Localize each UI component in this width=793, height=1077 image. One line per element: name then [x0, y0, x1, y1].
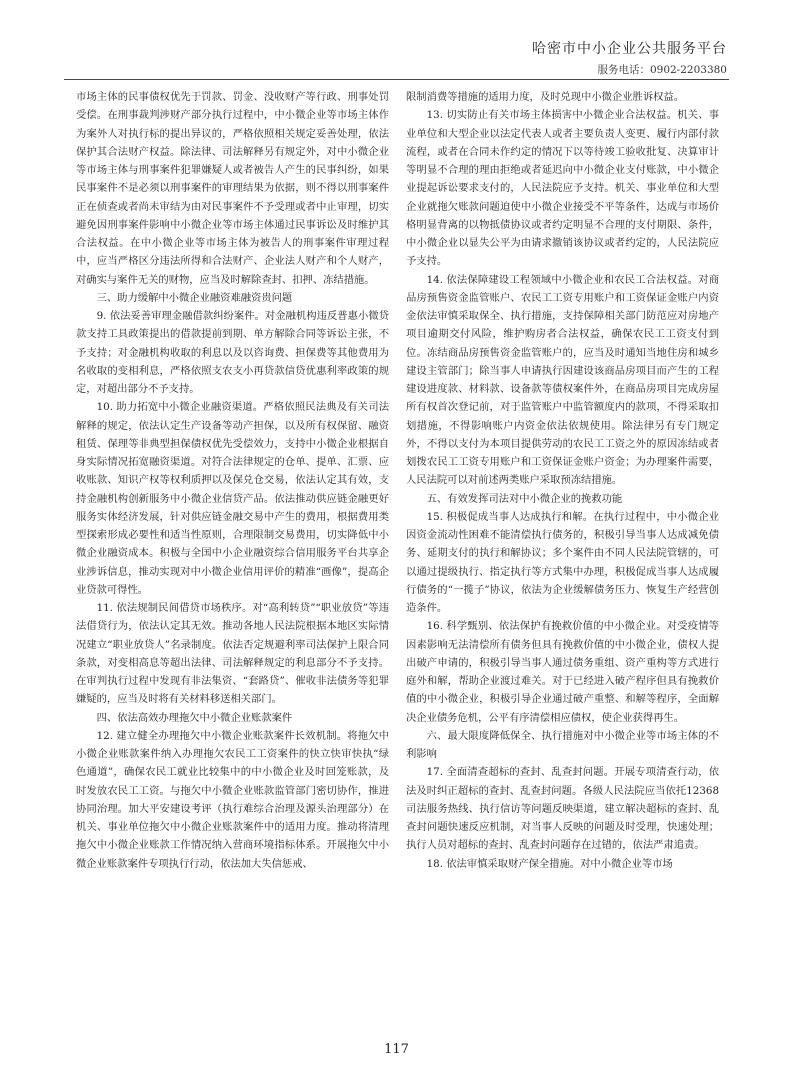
paragraph: 市场主体的民事债权优先于罚款、罚金、没收财产等行政、刑事处罚受偿。在刑事裁判涉财产部分执行过程中，中小微企业等市场主体作为案外人对执行标的提出异议的，严格依照相关规定妥善处理，依法保护其合法财产权益。除法律、司法解释另有规定外，对中小微企业等市场主体与刑事案件犯罪嫌疑人或者被告人产生的民事纠纷，如果民事案件不是必须以刑事案件的审理结果为依据，则不得以刑事案件正在侦查或者尚未审结为由对民事案件不予受理或者中止审理，切实避免因刑事案件影响中小微企业等市场主体通过民事诉讼及时维护其合法权益。在中小微企业等市场主体为被告人的刑事案件审理过程中，应当严格区分违法所得和合法财产、企业法人财产和个人财产，对确实与案件无关的财物，应当及时解除查封、扣押、冻结措施。 [76, 91, 389, 286]
paragraph: 14. 依法保障建设工程领域中小微企业和农民工合法权益。对商品房预售资金监管账户、农民工工资专用账户和工资保证金账户内资金依法审慎采取保全、执行措施，支持保障相关部门防范应对房地产项目逾期交付风险，维护购房者合法权益，确保农民工工资支付到位。冻结商品房预售资金监管账户的，应当及时通知当地住房和城乡建设主管部门；除当事人申请执行因建设该商品房项目而产生的工程建设进度款、材料款、设备款等债权案件外，在商品房项目完成房屋所有权首次登记前，对于监管账户中监管额度内的款项，不得采取扣划措施，不得影响账户内资金依法依规使用。除法律另有专门规定外，不得以支付为本项目提供劳动的农民工工资之外的原因冻结或者划拨农民工工资专用账户和工资保证金账户资金；为办理案件需要，人民法院可以对前述两类账户采取预冻结措施。 [406, 273, 719, 487]
section-heading: 五、有效发挥司法对中小微企业的挽救功能 [426, 492, 623, 505]
service-phone: 服务电话：0902-2203380 [597, 64, 727, 76]
section-heading: 六、最大限度降低保全、执行措施对中小微企业等市场主体的不利影响 [406, 729, 719, 760]
paragraph: 12. 建立健全办理拖欠中小微企业账款案件长效机制。将拖欠中小微企业账款案件纳入办理拖欠农民工工资案件的快立快审快执“绿色通道”，确保农民工就业比较集中的中小微企业及时回笼账款，及时发放农民工工资。与拖欠中小微企业账款监管部门密切协作，推进协同治理。加大平安建设考评（执行难综合治理及源头治理部分）在机关、事业单位拖欠中小微企业账款案件中的适用力度。推动将清理拖欠中小微企业账款工作情况纳入营商环境指标体系。开展拖欠中小微企业账款案件专项执行行动，依法加大失信惩戒、 [76, 729, 389, 870]
section-heading: 四、依法高效办理拖欠中小微企业账款案件 [96, 711, 293, 724]
right-text-column [406, 88, 719, 1034]
paragraph: 15. 积极促成当事人达成执行和解。在执行过程中，中小微企业因资金流动性困难不能清偿执行债务的，积极引导当事人达成减免债务、延期支付的执行和解协议；多个案件由不同人民法院管辖的，可以通过提级执行、指定执行等方式集中办理，积极促成当事人达成履行债务的“一揽子”协议，依法为企业缓解债务压力、恢复生产经营创造条件。 [406, 510, 719, 614]
paragraph: 17. 全面清查超标的查封、乱查封问题。开展专项清查行动，依法及时纠正超标的查封、乱查封问题。各级人民法院应当依托12368 司法服务热线、执行信访等问题反映渠道，建立解决超标的查封、乱查封问题快速反应机制，对当事人反映的问题及时受理，快速处理；执行人员对超标的查封、乱查封问题存在过错的，依法严肃追责。 [406, 766, 719, 852]
paragraph: 10. 助力拓宽中小微企业融资渠道。严格依照民法典及有关司法解释的规定，依法认定生产设备等动产担保，以及所有权保留、融资租赁、保理等非典型担保债权优先受偿效力，支持中小微企业根据自身实际情况拓宽融资渠道。对符合法律规定的仓单、提单、汇票、应收账款、知识产权等权利质押以及保兑仓交易，依法认定其有效，支持金融机构创新服务中小微企业信贷产品。依法推动供应链金融更好服务实体经济发展，针对供应链金融交易中产生的费用，根据费用类型探索形成必要性和适当性原则，合理限制交易费用，切实降低中小微企业融资成本。积极与全国中小企业融资综合信用服务平台共享企业涉诉信息，推动实现对中小微企业信用评价的精准“画像”，提高企业贷款可得性。 [76, 401, 389, 596]
left-text-column [76, 88, 389, 1034]
paragraph: 13. 切实防止有关市场主体损害中小微企业合法权益。机关、事业单位和大型企业以法定代表人或者主要负责人变更、履行内部付款流程，或者在合同未作约定的情况下以等待竣工验收批复、决算审计等明显不合理的理由拒绝或者延迟向中小微企业支付账款，中小微企业提起诉讼要求支付的，人民法院应予支持。机关、事业单位和大型企业就拖欠账款问题迫使中小微企业接受不平等条件，达成与市场价格明显背离的以物抵债协议或者约定明显不合理的支付期限、条件，中小微企业以显失公平为由请求撤销该协议或者约定的，人民法院应予支持。 [406, 109, 719, 268]
paragraph: 16. 科学甄别、依法保护有挽救价值的中小微企业。对受疫情等因素影响无法清偿所有债务但具有挽救价值的中小微企业，债权人提出破产申请的，积极引导当事人通过债务重组、资产重构等方式进行庭外和解，帮助企业渡过难关。对于已经进入破产程序但具有挽救价值的中小微企业，积极引导企业通过破产重整、和解等程序，全面解决企业债务危机，公平有序清偿相应债权，使企业获得再生。 [406, 620, 719, 724]
paragraph: 18. 依法审慎采取财产保全措施。对中小微企业等市场 [426, 857, 673, 870]
section-heading: 三、助力缓解中小微企业融资难融资贵问题 [96, 291, 293, 304]
paragraph: 11. 依法规制民间借贷市场秩序。对“高利转贷”“职业放贷”等违法借贷行为，依法认定其无效。推动各地人民法院根据本地区实际情况建立“职业放贷人”名录制度。依法否定规避利率司法保护上限合同条款，对变相高息等超出法律、司法解释规定的利息部分不予支持。在审判执行过程中发现有非法集资、“套路贷”、催收非法债务等犯罪嫌疑的，应当及时将有关材料移送相关部门。 [76, 602, 389, 706]
page-header [532, 38, 727, 77]
page-number: 117 [384, 1042, 409, 1057]
header-divider [64, 79, 729, 80]
platform-title: 哈密市中小企业公共服务平台 [532, 41, 727, 57]
paragraph: 9. 依法妥善审理金融借款纠纷案件。对金融机构违反普惠小微贷款支持工具政策提出的借款提前到期、单方解除合同等诉讼主张，不予支持；对金融机构收取的利息以及以咨询费、担保费等其他费用为名收取的变相利息，严格依照支农支小再贷款信贷优惠利率政策的规定，对超出部分不予支持。 [76, 310, 389, 395]
paragraph: 限制消费等措施的适用力度，及时兑现中小微企业胜诉权益。 [406, 91, 685, 103]
